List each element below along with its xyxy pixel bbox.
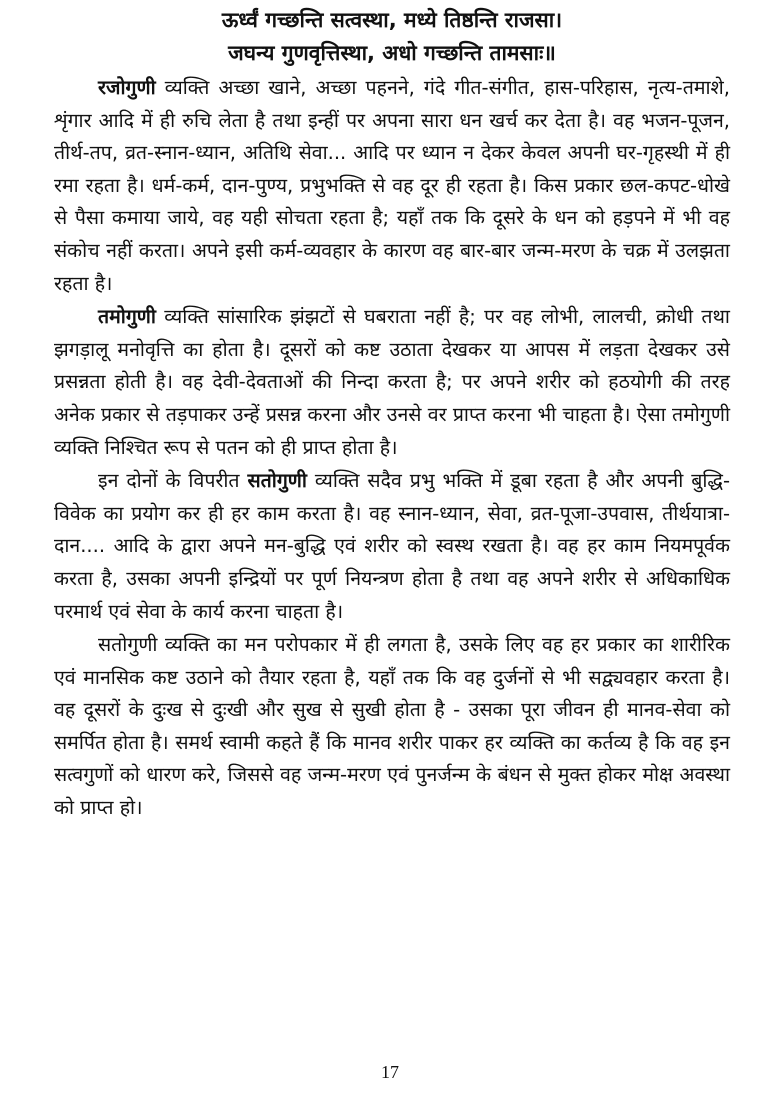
paragraph-tamoguni-text: व्यक्ति सांसारिक झंझटों से घबराता नहीं है; पर वह लोभी, लालची, क्रोधी तथा झगड़ालू मनोवृत्ति का होता है। दूसरों को कष्ट उठाता देखकर या आपस में लड़ता देखकर उसे प्रसन्नता होती है। वह देवी-देवताओं की निन्दा करता है; पर अपने शरीर को हठयोगी की तरह अनेक प्रकार से तड़पाकर उन्हें प्रसन्न करना और उनसे वर प्राप्त करना भी चाहता है। ऐसा तमोगुणी व्यक्ति निश्चित रूप से पतन को ही प्राप्त होता है। [54,305,730,459]
paragraph-satoguni-mind [54,629,730,825]
paragraph-tamoguni [54,301,730,464]
keyword-satoguni: सतोगुणी [247,469,307,493]
page-number: 17 [381,1062,399,1082]
paragraph-satoguni-mind-text: सतोगुणी व्यक्ति का मन परोपकार में ही लगता है, उसके लिए वह हर प्रकार का शारीरिक एवं मानसिक कष्ट उठाने को तैयार रहता है, यहाँ तक कि वह दुर्जनों से भी सद्व्यवहार करता है। वह दूसरों के दुःख से दुःखी और सुख से सुखी होता है - उसका पूरा जीवन ही मानव-सेवा को समर्पित होता है। समर्थ स्वामी कहते हैं कि मानव शरीर पाकर हर व्यक्ति का कर्तव्य है कि वह इन सत्वगुणों को धारण करे, जिससे वह जन्म-मरण एवं पुनर्जन्म के बंधन से मुक्त होकर मोक्ष अवस्था को प्राप्त हो। [54,633,730,820]
keyword-tamoguni: तमोगुणी [98,305,156,329]
verse-line-1: ऊर्ध्वं गच्छन्ति सत्वस्था, मध्ये तिष्ठन्ति राजसा। [221,8,563,32]
paragraph-satoguni-lead: इन दोनों के विपरीत [98,469,248,493]
paragraph-satoguni [54,465,730,628]
paragraph-satoguni-text: व्यक्ति सदैव प्रभु भक्ति में डूबा रहता है और अपनी बुद्धि-विवेक का प्रयोग कर ही हर काम करता है। वह स्नान-ध्यान, सेवा, व्रत-पूजा-उपवास, तीर्थयात्रा-दान.... आदि के द्वारा अपने मन-बुद्धि एवं शरीर को स्वस्थ रखता है। वह हर काम नियमपूर्वक करता है, उसका अपनी इन्द्रियों पर पूर्ण नियन्त्रण होता है तथा वह अपने शरीर से अधिकाधिक परमार्थ एवं सेवा के कार्य करना चाहता है। [54,469,730,623]
verse-line-2: जघन्य गुणवृत्तिस्था, अधो गच्छन्ति तामसाः॥ [228,41,556,65]
paragraph-rajoguni [54,72,730,300]
keyword-rajoguni: रजोगुणी [98,76,156,99]
paragraph-rajoguni-text: व्यक्ति अच्छा खाने, अच्छा पहनने, गंदे गीत-संगीत, हास-परिहास, नृत्य-तमाशे, शृंगार आदि में ही रुचि लेता है तथा इन्हीं पर अपना सारा धन खर्च कर देता है। वह भजन-पूजन, तीर्थ-तप, व्रत-स्नान-ध्यान, अतिथि सेवा... आदि पर ध्यान न देकर केवल अपनी घर-गृहस्थी में ही रमा रहता है। धर्म-कर्म, दान-पुण्य, प्रभुभक्ति से वह दूर ही रहता है। किस प्रकार छल-कपट-धोखे से पैसा कमाया जाये, वह यही सोचता रहता है; यहाँ तक कि दूसरे के धन को हड़पने में भी वह संकोच नहीं करता। अपने इसी कर्म-व्यवहार के कारण वह बार-बार जन्म-मरण के चक्र में उलझता रहता है। [54,76,730,295]
